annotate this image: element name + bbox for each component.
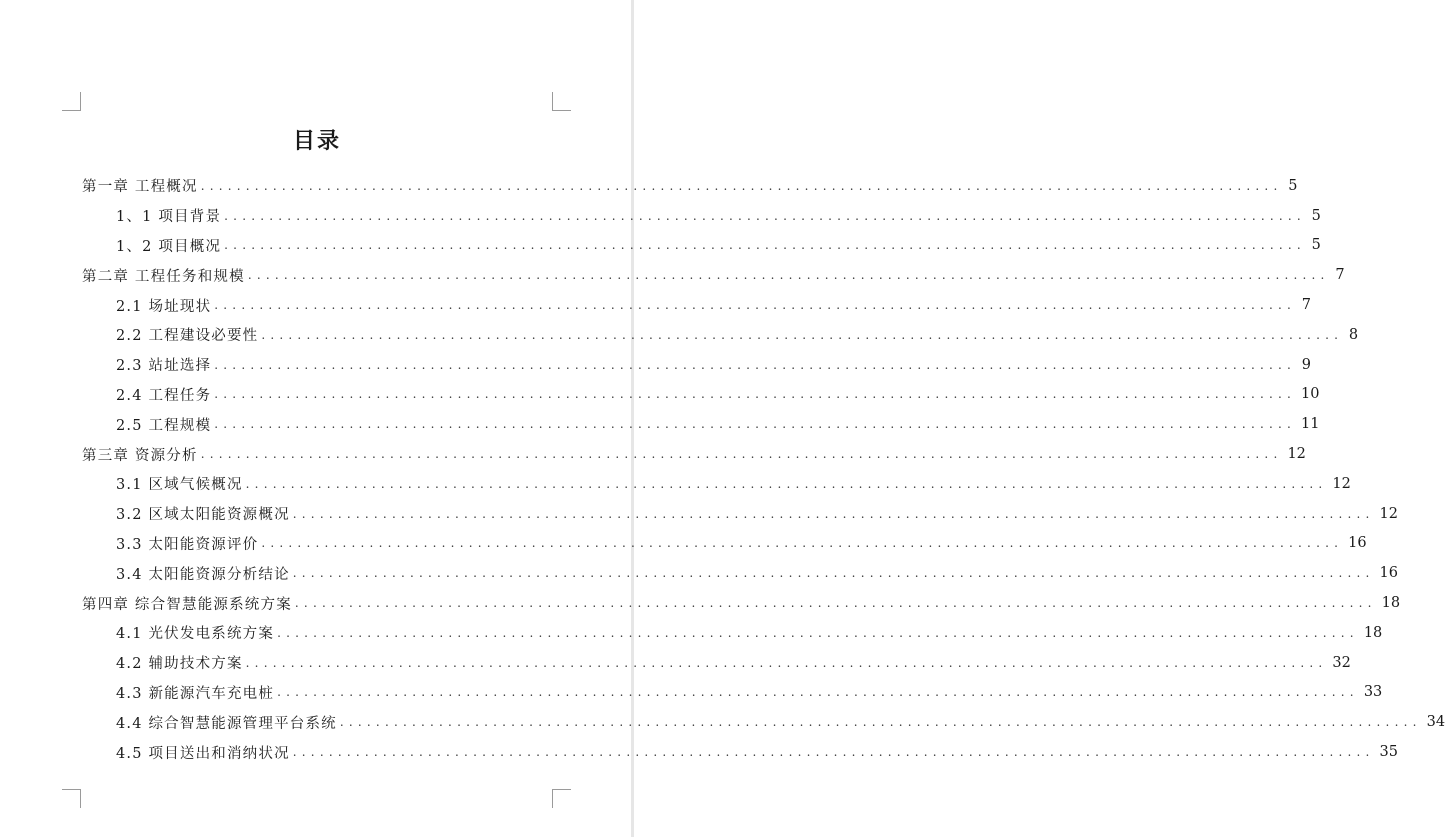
toc-page-number: 35: [1379, 744, 1398, 761]
toc-dot-leader: ........................................................................................................................: [292, 566, 1375, 581]
toc-entry-label: 3.1 区域气候概况: [116, 477, 243, 494]
toc-dot-leader: ........................................................................................................................: [245, 476, 1328, 491]
margin-corner-mark-bottom-left: [62, 789, 81, 808]
toc-section-entry[interactable]: [82, 707, 1445, 737]
toc-section-entry[interactable]: [82, 499, 1398, 529]
toc-section-entry[interactable]: [82, 737, 1398, 767]
toc-page-number: 11: [1301, 416, 1320, 433]
toc-entry-label: 4.1 光伏发电系统方案: [116, 626, 275, 643]
toc-dot-leader: ........................................................................................................................: [200, 447, 1283, 462]
margin-corner-mark-bottom-right: [552, 789, 571, 808]
toc-section-entry[interactable]: [82, 290, 1312, 320]
toc-dot-leader: ........................................................................................................................: [214, 298, 1297, 313]
toc-dot-leader: ........................................................................................................................: [294, 596, 1377, 611]
toc-page-number: 34: [1426, 714, 1445, 731]
toc-section-entry[interactable]: [82, 380, 1320, 410]
toc-chapter-entry[interactable]: [82, 439, 1306, 469]
toc-entry-label: 2.5 工程规模: [116, 417, 212, 434]
toc-page-number: 5: [1311, 237, 1321, 254]
margin-corner-mark-top-right: [552, 92, 571, 111]
toc-page-number: 16: [1379, 565, 1398, 582]
toc-dot-leader: ........................................................................................................................: [245, 655, 1328, 670]
toc-page-number: 10: [1301, 386, 1320, 403]
toc-section-entry[interactable]: [82, 469, 1351, 499]
toc-section-entry[interactable]: [82, 558, 1398, 588]
toc-section-entry[interactable]: [82, 648, 1351, 678]
toc-page-number: 12: [1287, 446, 1306, 463]
toc-page-number: 33: [1363, 684, 1383, 701]
toc-section-entry[interactable]: [82, 350, 1312, 380]
toc-page-number: 7: [1301, 297, 1312, 314]
toc-entry-label: 4.2 辅助技术方案: [116, 656, 243, 673]
toc-dot-leader: ........................................................................................................................: [214, 417, 1297, 432]
toc-entry-label: 1、1 项目背景: [116, 209, 222, 226]
toc-title: 目录: [292, 128, 341, 154]
margin-corner-mark-top-left: [62, 92, 81, 111]
toc-page-number: 18: [1381, 595, 1401, 612]
toc-section-entry[interactable]: [82, 231, 1321, 261]
toc-dot-leader: ........................................................................................................................: [200, 178, 1283, 193]
toc-dot-leader: ........................................................................................................................: [277, 685, 1359, 700]
toc-entry-label: 第二章 工程任务和规模: [82, 268, 245, 285]
toc-section-entry[interactable]: [82, 678, 1383, 708]
toc-dot-leader: ........................................................................................................................: [224, 208, 1306, 223]
toc-entry-label: 3.2 区域太阳能资源概况: [116, 507, 290, 524]
toc-entry-label: 3.4 太阳能资源分析结论: [116, 566, 290, 583]
toc-entry-label: 第三章 资源分析: [82, 447, 198, 464]
toc-page-number: 9: [1301, 356, 1312, 373]
toc-entry-label: 4.3 新能源汽车充电桩: [116, 685, 275, 702]
toc-entry-label: 2.3 站址选择: [116, 358, 212, 375]
toc-page-number: 5: [1311, 207, 1321, 224]
toc-dot-leader: ........................................................................................................................: [339, 715, 1422, 730]
toc-entry-label: 4.5 项目送出和消纳状况: [116, 745, 290, 762]
toc-section-entry[interactable]: [82, 409, 1320, 439]
toc-entry-label: 3.3 太阳能资源评价: [116, 536, 259, 553]
toc-chapter-entry[interactable]: [82, 588, 1401, 618]
toc-chapter-entry[interactable]: [82, 171, 1298, 201]
toc-section-entry[interactable]: [82, 201, 1321, 231]
toc-chapter-entry[interactable]: [82, 260, 1345, 290]
toc-page-number: 18: [1363, 624, 1383, 641]
toc-entry-label: 第四章 综合智慧能源系统方案: [82, 596, 292, 613]
toc-dot-leader: ........................................................................................................................: [277, 625, 1359, 640]
toc-page-number: 7: [1335, 267, 1345, 284]
toc-dot-leader: ........................................................................................................................: [261, 327, 1344, 342]
toc-dot-leader: ........................................................................................................................: [214, 357, 1297, 372]
toc-dot-leader: ........................................................................................................................: [214, 387, 1297, 402]
toc-section-entry[interactable]: [82, 529, 1367, 559]
toc-page-number: 5: [1288, 177, 1298, 194]
toc-page-number: 16: [1348, 535, 1367, 552]
toc-list: [82, 171, 1445, 767]
toc-page-number: 12: [1332, 475, 1351, 492]
toc-page-number: 12: [1379, 505, 1398, 522]
toc-dot-leader: ........................................................................................................................: [292, 506, 1375, 521]
toc-entry-label: 2.4 工程任务: [116, 387, 212, 404]
toc-entry-label: 2.2 工程建设必要性: [116, 328, 259, 345]
toc-page-number: 32: [1332, 654, 1351, 671]
toc-section-entry[interactable]: [82, 320, 1359, 350]
toc-dot-leader: ........................................................................................................................: [247, 268, 1330, 283]
toc-page-number: 8: [1348, 326, 1359, 343]
toc-entry-label: 第一章 工程概况: [82, 179, 198, 196]
toc-entry-label: 1、2 项目概况: [116, 238, 222, 255]
toc-dot-leader: ........................................................................................................................: [292, 745, 1375, 760]
toc-dot-leader: ........................................................................................................................: [261, 536, 1344, 551]
toc-entry-label: 2.1 场址现状: [116, 298, 212, 315]
toc-entry-label: 4.4 综合智慧能源管理平台系统: [116, 715, 337, 732]
toc-section-entry[interactable]: [82, 618, 1383, 648]
toc-dot-leader: ........................................................................................................................: [224, 238, 1306, 253]
